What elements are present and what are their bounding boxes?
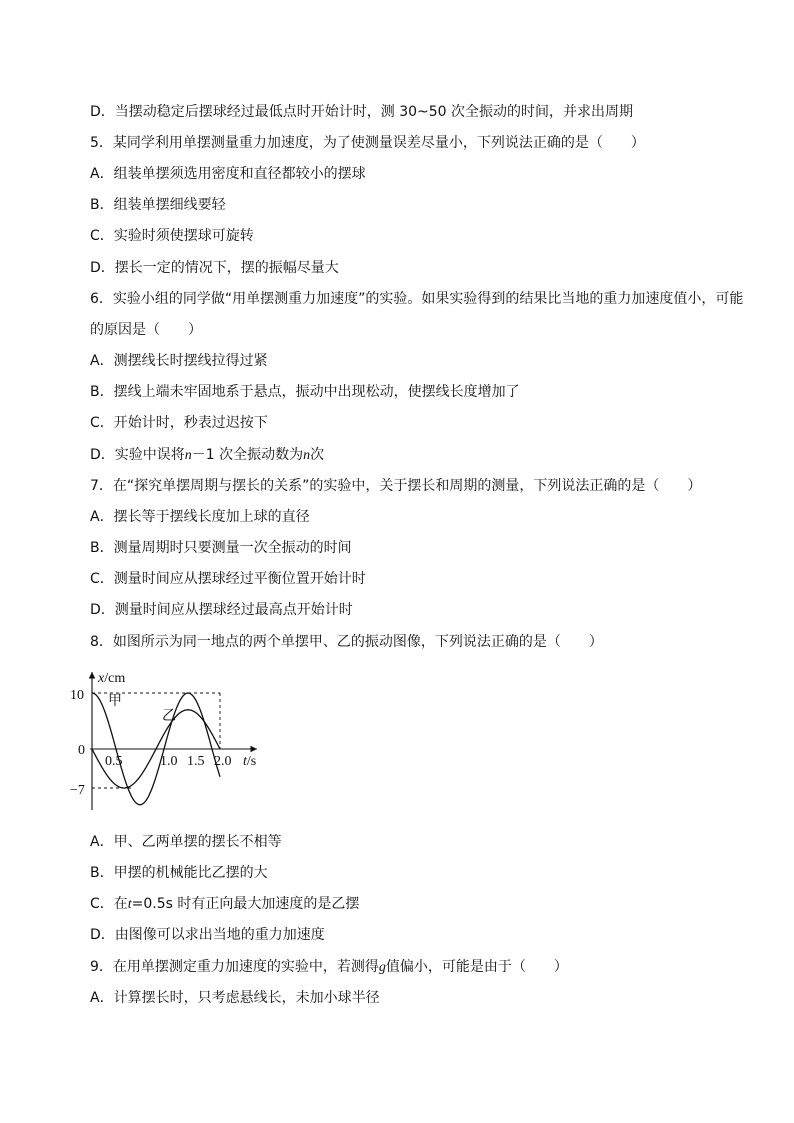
q8-option-d: D．由图像可以求出当地的重力加速度	[90, 927, 325, 943]
q6d-text-pre: D．实验中误将	[90, 447, 185, 463]
x-tick-0-5: 0.5	[105, 754, 123, 769]
series-yi-label: 乙	[162, 709, 176, 724]
q6-stem-line1: 6．实验小组的同学做“用单摆测重力加速度”的实验。如果实验得到的结果比当地的重力加速度值小，可能	[90, 291, 744, 307]
q7-option-a: A．摆长等于摆线长度加上球的直径	[90, 509, 310, 525]
q9-text-post: 值偏小，可能是由于（ ）	[385, 959, 568, 975]
q6d-var-n2: n	[303, 448, 311, 463]
q6d-var-n1: n	[184, 448, 192, 463]
q7-option-b: B．测量周期时只要测量一次全振动的时间	[90, 540, 352, 556]
q5-stem: 5．某同学利用单摆测量重力加速度，为了使测量误差尽量小，下列说法正确的是（ ）	[90, 135, 645, 151]
x-tick-1-0: 1.0	[160, 754, 178, 769]
q7-option-c: C．测量时间应从摆球经过平衡位置开始计时	[90, 571, 366, 587]
q8-option-a: A．甲、乙两单摆的摆长不相等	[90, 834, 282, 850]
q7-stem: 7．在“探究单摆周期与摆长的关系”的实验中，关于摆长和周期的测量，下列说法正确的是（ ）	[90, 478, 702, 494]
y-tick-10: 10	[70, 688, 84, 703]
q5-option-c: C．实验时须使摆球可旋转	[90, 228, 254, 244]
y-tick-neg7: −7	[70, 783, 85, 798]
q9-text-pre: 9．在用单摆测定重力加速度的实验中，若测得	[90, 959, 379, 975]
q8c-text-post: =0.5s 时有正向最大加速度的是乙摆	[131, 896, 360, 912]
x-tick-1-5: 1.5	[187, 754, 205, 769]
q6-option-c: C．开始计时，秒表过迟按下	[90, 415, 268, 431]
q6-option-d	[90, 445, 324, 466]
q9-stem	[90, 957, 568, 978]
q8-option-b: B．甲摆的机械能比乙摆的大	[90, 865, 268, 881]
y-tick-0: 0	[78, 743, 85, 758]
q8c-text-pre: C．在	[90, 896, 128, 912]
q9-option-a: A．计算摆长时，只考虑悬线长，未加小球半径	[90, 990, 380, 1006]
q4-option-d: D．当摆动稳定后摆球经过最低点时开始计时，测 30~50 次全振动的时间，并求出周期	[90, 104, 634, 120]
y-axis-label: x/cm	[98, 671, 126, 686]
q7-option-d: D．测量时间应从摆球经过最高点开始计时	[90, 602, 353, 618]
q5-option-d: D．摆长一定的情况下，摆的振幅尽量大	[90, 260, 339, 276]
x-axis-label: t/s	[243, 754, 257, 769]
q9-var-g: g	[378, 960, 386, 975]
q6-option-b: B．摆线上端未牢固地系于悬点，振动中出现松动，使摆线长度增加了	[90, 384, 520, 400]
q6-option-a: A．测摆线长时摆线拉得过紧	[90, 353, 268, 369]
q8c-var-t: t	[127, 897, 132, 912]
q6d-text-post: 次	[310, 447, 325, 463]
q6-stem-line2: 的原因是（ ）	[90, 322, 202, 338]
vibration-graph	[62, 664, 272, 814]
series-jia-label: 甲	[108, 694, 122, 709]
q8-option-c	[90, 894, 359, 915]
q5-option-b: B．组装单摆细线要轻	[90, 197, 226, 213]
q5-option-a: A．组装单摆须选用密度和直径都较小的摆球	[90, 166, 366, 182]
q8-stem: 8．如图所示为同一地点的两个单摆甲、乙的振动图像，下列说法正确的是（ ）	[90, 634, 603, 650]
x-tick-2-0: 2.0	[214, 754, 232, 769]
q6d-text-mid: －1 次全振动数为	[191, 447, 304, 463]
